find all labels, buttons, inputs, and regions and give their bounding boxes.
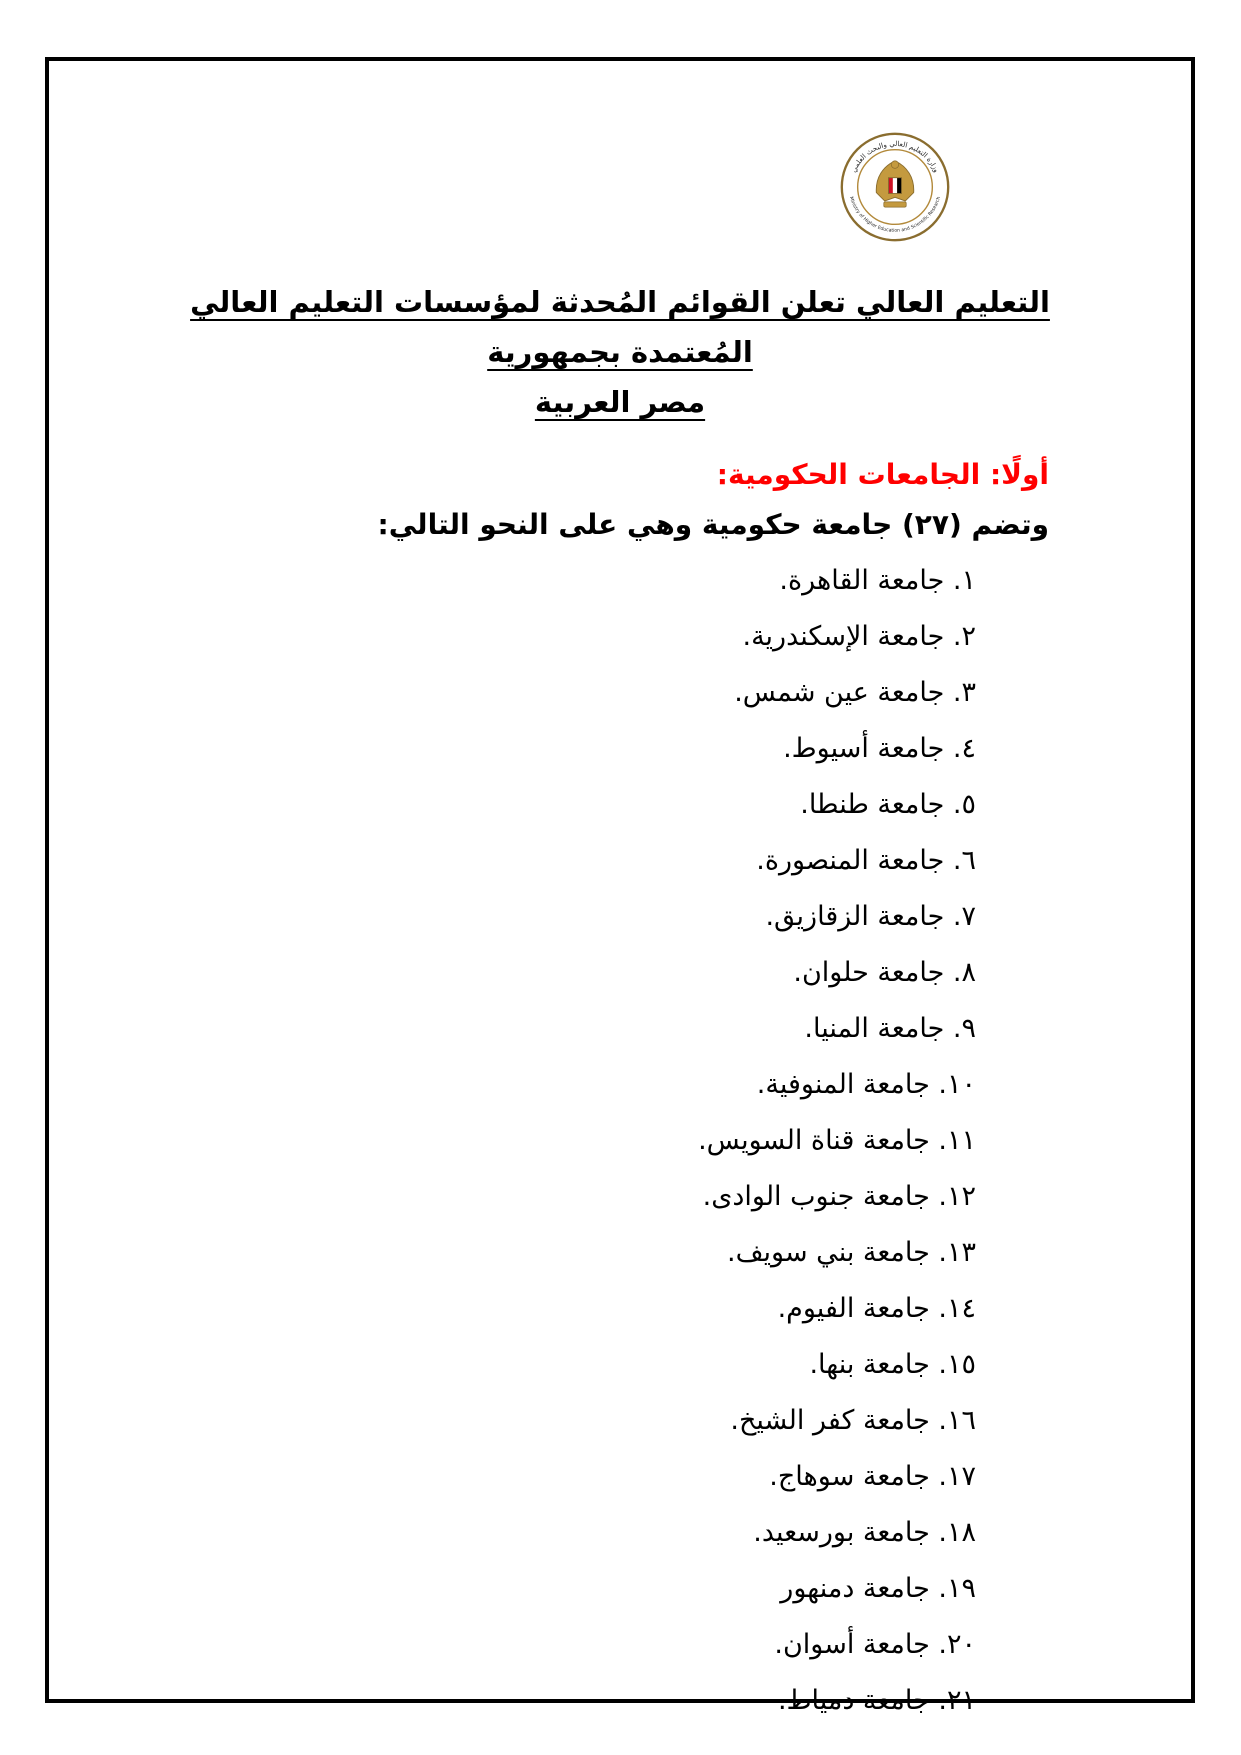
list-item: ٧. جامعة الزقازيق. bbox=[765, 901, 976, 932]
section-heading-government-universities: أولًا: الجامعات الحكومية: bbox=[716, 458, 1049, 491]
list-item: ٥. جامعة طنطا. bbox=[800, 789, 976, 820]
list-item: ١٨. جامعة بورسعيد. bbox=[753, 1517, 976, 1548]
universities-list bbox=[149, 553, 1091, 1729]
list-item: ١١. جامعة قناة السويس. bbox=[698, 1125, 976, 1156]
document-title bbox=[149, 277, 1091, 427]
logo-row bbox=[149, 131, 1091, 243]
list-item: ٤. جامعة أسيوط. bbox=[783, 733, 976, 764]
list-item: ٢. جامعة الإسكندرية. bbox=[742, 621, 976, 652]
list-item: ٩. جامعة المنيا. bbox=[804, 1013, 976, 1044]
ministry-logo bbox=[839, 131, 951, 243]
list-item: ١. جامعة القاهرة. bbox=[779, 565, 976, 596]
list-item: ١٤. جامعة الفيوم. bbox=[777, 1293, 976, 1324]
title-line-2: مصر العربية bbox=[534, 385, 706, 419]
list-item: ١٩. جامعة دمنهور bbox=[780, 1573, 976, 1604]
list-item: ١٣. جامعة بني سويف. bbox=[726, 1237, 976, 1268]
list-item: ٣. جامعة عين شمس. bbox=[734, 677, 976, 708]
title-line-1: التعليم العالي تعلن القوائم المُحدثة لمؤسسات التعليم العالي المُعتمدة بجمهورية bbox=[190, 285, 1050, 369]
list-item: ١٢. جامعة جنوب الوادى. bbox=[702, 1181, 976, 1212]
list-item: ١٧. جامعة سوهاج. bbox=[769, 1461, 976, 1492]
list-item: ٨. جامعة حلوان. bbox=[793, 957, 976, 988]
list-item: ٦. جامعة المنصورة. bbox=[756, 845, 976, 876]
logo-english-ring-text: Ministry of Higher Education and Scientific Research bbox=[847, 196, 943, 234]
list-item: ٢٠. جامعة أسوان. bbox=[774, 1629, 976, 1660]
page-border bbox=[45, 57, 1195, 1716]
list-item: ١٥. جامعة بنها. bbox=[809, 1349, 976, 1380]
section-intro: وتضم (٢٧) جامعة حكومية وهي على النحو التالي: bbox=[377, 508, 1049, 541]
logo-arabic-ring-text: وزارة التعليم العالي والبحث العلمي bbox=[849, 139, 941, 174]
list-item: ١٦. جامعة كفر الشيخ. bbox=[730, 1405, 976, 1436]
list-item: ٢١. جامعة دمياط. bbox=[777, 1685, 976, 1716]
list-item: ١٠. جامعة المنوفية. bbox=[756, 1069, 976, 1100]
